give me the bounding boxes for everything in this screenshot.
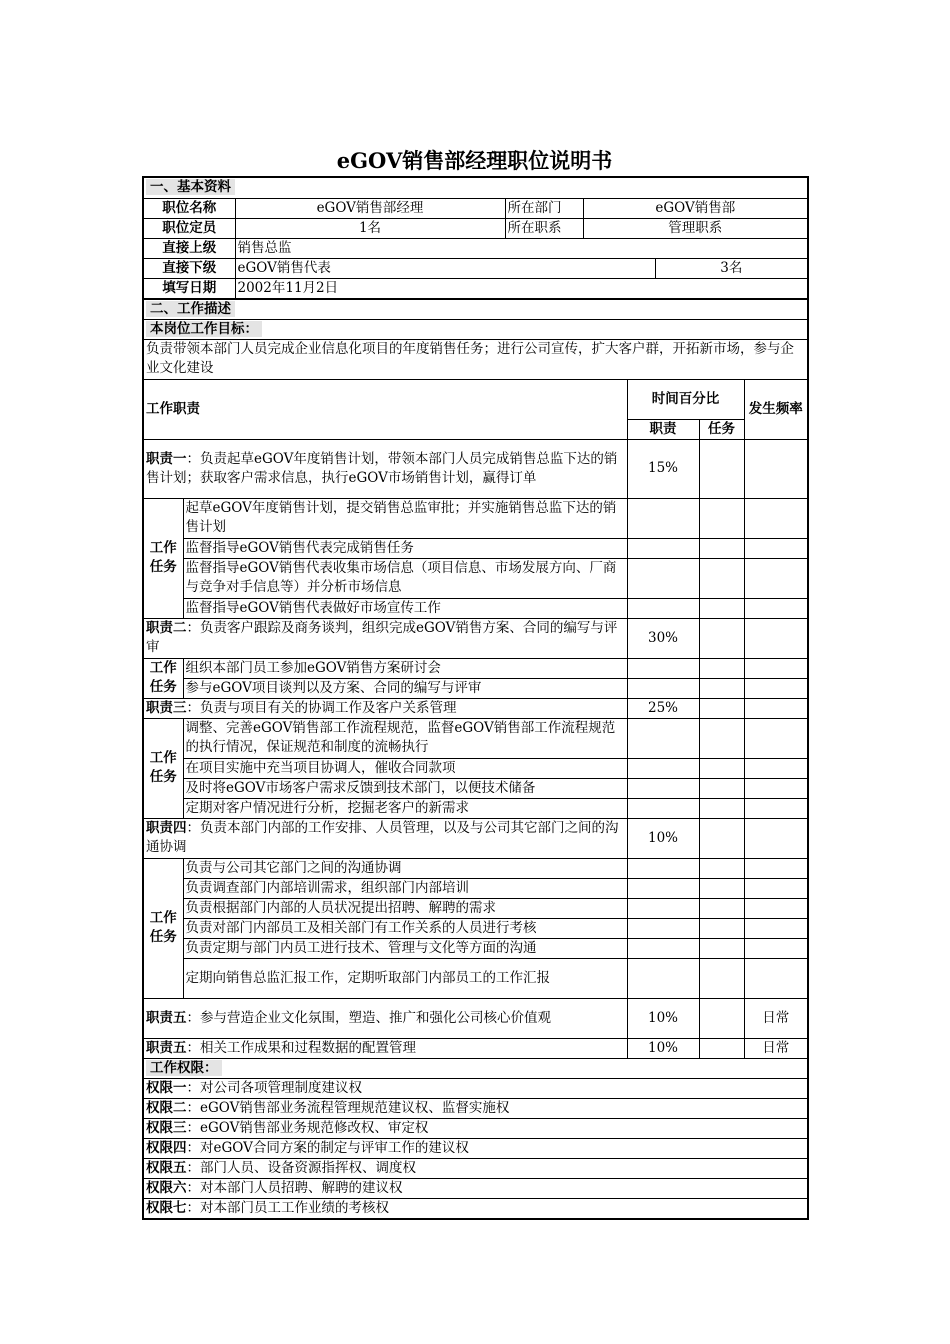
duty-pct: 30% (627, 618, 699, 658)
task-row (143, 658, 808, 678)
task-pct (699, 698, 744, 718)
task-pct (699, 818, 744, 858)
goal-text: 负责带领本部门人员完成企业信息化项目的年度销售任务；进行公司宣传，扩大客户群，开拓新市场，参与企业文化建设 (143, 339, 808, 379)
task-duty-pct (627, 938, 699, 958)
duty-row (143, 618, 808, 658)
superior-label: 直接上级 (143, 238, 235, 258)
duty-text (143, 818, 627, 858)
task-frequency (744, 558, 808, 598)
task-task-pct (699, 558, 744, 598)
task-duty-pct (627, 598, 699, 618)
task-text: 调整、完善eGOV销售部工作流程规范，监督eGOV销售部工作流程规范的执行情况，保证规范和制度的流畅执行 (183, 718, 627, 758)
dept-value: eGOV销售部 (583, 198, 808, 218)
duty-text (143, 1038, 627, 1058)
task-duty-pct (627, 498, 699, 538)
task-row (143, 678, 808, 698)
authority-text (143, 1138, 808, 1158)
task-task-pct (699, 878, 744, 898)
task-row (143, 778, 808, 798)
task-frequency (744, 798, 808, 818)
task-frequency (744, 718, 808, 758)
task-duty-pct (627, 558, 699, 598)
task-duty-pct (627, 958, 699, 998)
task-duty-pct (627, 678, 699, 698)
time-percent-header: 时间百分比 (627, 379, 744, 419)
task-task-pct (699, 678, 744, 698)
task-task-pct (699, 598, 744, 618)
authority-key: 权限二 (146, 1099, 187, 1116)
task-row (143, 918, 808, 938)
task-frequency (744, 658, 808, 678)
authority-key: 权限六 (146, 1179, 187, 1196)
quota-value: 1名 (235, 218, 505, 238)
duty-text (143, 698, 627, 718)
frequency-header: 发生频率 (744, 379, 808, 439)
duty-frequency (744, 439, 808, 498)
task-frequency (744, 898, 808, 918)
pct-task-header: 任务 (699, 419, 744, 439)
task-duty-pct (627, 718, 699, 758)
task-row (143, 558, 808, 598)
section-job-description-header: 二、工作描述 (143, 299, 808, 320)
authority-row (143, 1078, 808, 1098)
duty-pct: 10% (627, 998, 699, 1038)
duty-description: ：负责与项目有关的协调工作及客户关系管理 (186, 699, 457, 716)
authority-description: ：对本部门员工工作业绩的考核权 (186, 1199, 389, 1216)
pct-duty-header: 职责 (627, 419, 699, 439)
authority-description: ：对eGOV合同方案的制定与评审工作的建议权 (186, 1139, 469, 1156)
duty-key: 职责四 (146, 820, 187, 836)
task-duty-pct (627, 798, 699, 818)
authority-text (143, 1158, 808, 1178)
task-row (143, 898, 808, 918)
authority-label: 工作权限： (143, 1058, 808, 1078)
task-duty-pct (627, 898, 699, 918)
task-row (143, 858, 808, 878)
duty-pct: 15% (627, 439, 699, 498)
task-task-pct (699, 798, 744, 818)
duty-description: ：参与营造企业文化氛围，塑造、推广和强化公司核心价值观 (186, 1009, 551, 1026)
authority-text (143, 1178, 808, 1198)
task-duty-pct (627, 778, 699, 798)
task-duty-pct (627, 918, 699, 938)
authority-description: ：eGOV销售部业务规范修改权、审定权 (186, 1119, 429, 1136)
duty-text (143, 618, 627, 658)
task-task-pct (699, 718, 744, 758)
task-frequency (744, 918, 808, 938)
task-task-pct (699, 778, 744, 798)
task-duty-pct (627, 878, 699, 898)
authority-description: ：eGOV销售部业务流程管理规范建议权、监督实施权 (186, 1099, 510, 1116)
authority-row (143, 1138, 808, 1158)
job-description-table (142, 176, 809, 1220)
authority-description: ：部门人员、设备资源指挥权、调度权 (186, 1159, 416, 1176)
duty-frequency (744, 618, 808, 658)
task-frequency (744, 598, 808, 618)
duty-row (143, 439, 808, 498)
date-label: 填写日期 (143, 278, 235, 299)
authority-key: 权限四 (146, 1139, 187, 1156)
duty-description: ：相关工作成果和过程数据的配置管理 (186, 1039, 416, 1056)
authority-key: 权限三 (146, 1119, 187, 1136)
authority-text (143, 1078, 808, 1098)
task-group-label: 工作任务 (143, 658, 183, 698)
task-task-pct (699, 898, 744, 918)
task-pct (699, 439, 744, 498)
task-task-pct (699, 658, 744, 678)
duty-row (143, 1038, 808, 1058)
job-name-value: eGOV销售部经理 (235, 198, 505, 218)
task-pct (699, 998, 744, 1038)
duty-description: ：负责本部门内部的工作安排、人员管理，以及与公司其它部门之间的沟通协调 (146, 820, 619, 855)
task-row (143, 938, 808, 958)
superior-value: 销售总监 (235, 238, 808, 258)
task-pct (699, 618, 744, 658)
authority-text (143, 1098, 808, 1118)
task-row (143, 498, 808, 538)
task-frequency (744, 758, 808, 778)
authority-key: 权限七 (146, 1199, 187, 1216)
authority-text (143, 1198, 808, 1219)
duty-row (143, 698, 808, 718)
task-duty-pct (627, 538, 699, 558)
duty-description: ：负责起草eGOV年度销售计划，带领本部门人员完成销售总监下达的销售计划；获取客户需求信息，执行eGOV市场销售计划，赢得订单 (146, 450, 618, 486)
duty-key: 职责五 (146, 1009, 187, 1026)
task-frequency (744, 498, 808, 538)
task-task-pct (699, 958, 744, 998)
series-value: 管理职系 (583, 218, 808, 238)
goal-label: 本岗位工作目标： (143, 319, 808, 339)
task-text: 监督指导eGOV销售代表完成销售任务 (183, 538, 627, 558)
task-row (143, 598, 808, 618)
duty-key: 职责二 (146, 620, 187, 636)
dept-label: 所在部门 (505, 198, 583, 218)
task-text: 负责对部门内部员工及相关部门有工作关系的人员进行考核 (183, 918, 627, 938)
task-task-pct (699, 858, 744, 878)
task-text: 负责与公司其它部门之间的沟通协调 (183, 858, 627, 878)
duty-text (143, 998, 627, 1038)
date-value: 2002年11月2日 (235, 278, 808, 299)
task-text: 负责根据部门内部的人员状况提出招聘、解聘的需求 (183, 898, 627, 918)
task-text: 及时将eGOV市场客户需求反馈到技术部门，以便技术储备 (183, 778, 627, 798)
duty-frequency: 日常 (744, 1038, 808, 1058)
document-title: eGOV销售部经理职位说明书 (336, 148, 613, 173)
task-text: 定期对客户情况进行分析，挖掘老客户的新需求 (183, 798, 627, 818)
authority-row (143, 1098, 808, 1118)
task-task-pct (699, 938, 744, 958)
task-task-pct (699, 498, 744, 538)
subordinate-count: 3名 (655, 258, 808, 278)
task-row (143, 878, 808, 898)
task-text: 监督指导eGOV销售代表收集市场信息（项目信息、市场发展方向、厂商与竞争对手信息等）并分析市场信息 (183, 558, 627, 598)
task-frequency (744, 878, 808, 898)
section-basic-info-header: 一、基本资料 (143, 177, 808, 198)
task-frequency (744, 778, 808, 798)
task-row (143, 758, 808, 778)
task-task-pct (699, 758, 744, 778)
duty-frequency (744, 818, 808, 858)
task-duty-pct (627, 658, 699, 678)
task-text: 组织本部门员工参加eGOV销售方案研讨会 (183, 658, 627, 678)
task-duty-pct (627, 758, 699, 778)
duty-key: 职责三 (146, 699, 187, 716)
task-task-pct (699, 538, 744, 558)
task-frequency (744, 678, 808, 698)
task-row (143, 718, 808, 758)
duty-pct: 10% (627, 818, 699, 858)
series-label: 所在职系 (505, 218, 583, 238)
authority-row (143, 1118, 808, 1138)
authority-key: 权限一 (146, 1079, 187, 1096)
duty-frequency: 日常 (744, 998, 808, 1038)
duty-pct: 10% (627, 1038, 699, 1058)
authority-description: ：对公司各项管理制度建议权 (186, 1079, 362, 1096)
authority-key: 权限五 (146, 1159, 187, 1176)
authority-description: ：对本部门人员招聘、解聘的建议权 (186, 1179, 403, 1196)
duty-text (143, 439, 627, 498)
task-text: 监督指导eGOV销售代表做好市场宣传工作 (183, 598, 627, 618)
duty-column-header: 工作职责 (143, 379, 627, 439)
task-frequency (744, 958, 808, 998)
task-row (143, 798, 808, 818)
task-text: 负责调查部门内部培训需求，组织部门内部培训 (183, 878, 627, 898)
job-name-label: 职位名称 (143, 198, 235, 218)
task-text: 定期向销售总监汇报工作，定期听取部门内部员工的工作汇报 (183, 958, 627, 998)
task-frequency (744, 938, 808, 958)
task-row (143, 538, 808, 558)
duty-pct: 25% (627, 698, 699, 718)
task-group-label: 工作任务 (143, 858, 183, 998)
task-task-pct (699, 918, 744, 938)
authority-row (143, 1158, 808, 1178)
subordinate-value: eGOV销售代表 (235, 258, 655, 278)
authority-text (143, 1118, 808, 1138)
task-text: 参与eGOV项目谈判以及方案、合同的编写与评审 (183, 678, 627, 698)
task-text: 起草eGOV年度销售计划，提交销售总监审批；并实施销售总监下达的销售计划 (183, 498, 627, 538)
quota-label: 职位定员 (143, 218, 235, 238)
task-frequency (744, 858, 808, 878)
task-pct (699, 1038, 744, 1058)
task-frequency (744, 538, 808, 558)
task-text: 负责定期与部门内员工进行技术、管理与文化等方面的沟通 (183, 938, 627, 958)
task-duty-pct (627, 858, 699, 878)
duty-row (143, 998, 808, 1038)
duty-description: ：负责客户跟踪及商务谈判，组织完成eGOV销售方案、合同的编写与评审 (146, 620, 618, 655)
task-row (143, 958, 808, 998)
subordinate-label: 直接下级 (143, 258, 235, 278)
duty-key: 职责一 (146, 450, 187, 467)
task-text: 在项目实施中充当项目协调人，催收合同款项 (183, 758, 627, 778)
authority-row (143, 1198, 808, 1219)
authority-row (143, 1178, 808, 1198)
duty-row (143, 818, 808, 858)
task-group-label: 工作任务 (143, 498, 183, 618)
task-group-label: 工作任务 (143, 718, 183, 818)
duty-frequency (744, 698, 808, 718)
duty-key: 职责五 (146, 1039, 187, 1056)
